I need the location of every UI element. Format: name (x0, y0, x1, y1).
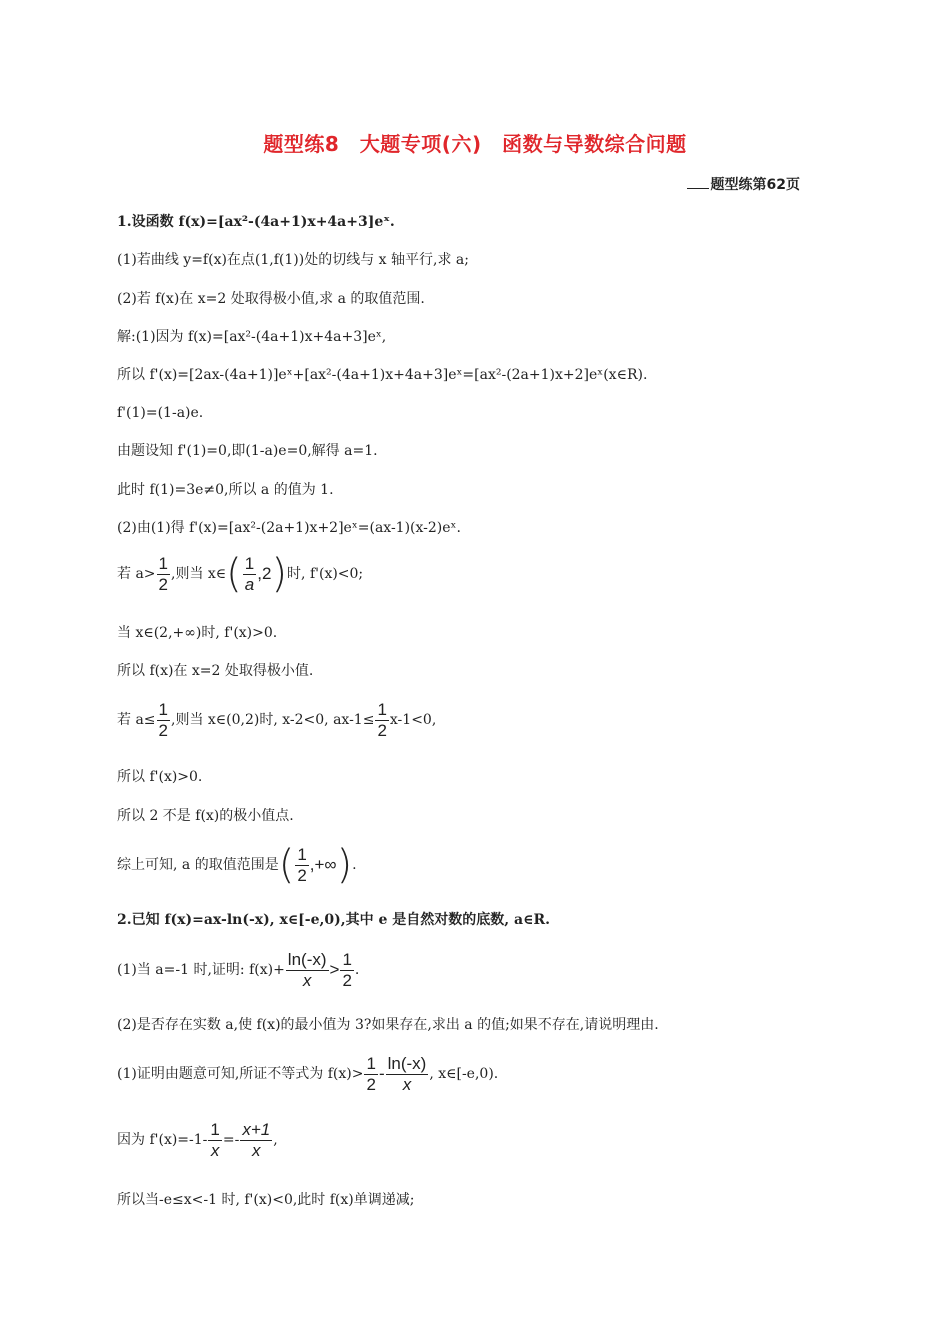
fraction-numerator: 1 (158, 553, 168, 573)
fraction-numerator: 1 (244, 553, 255, 573)
solution-line: 所以 f'(x)>0. (117, 769, 203, 785)
fraction-denominator: 2 (158, 574, 168, 594)
problem-1-part-1: (1)若曲线 y=f(x)在点(1,f(1))处的切线与 x 轴平行,求 a; (117, 252, 469, 268)
fraction-one-half (157, 700, 170, 741)
solution-line: f'(1)=(1-a)e. (117, 405, 204, 421)
fraction-denominator: x (252, 1140, 261, 1160)
text-segment: ,则当 x∈ (171, 566, 227, 582)
solution-line: 当 x∈(2,+∞)时, f'(x)>0. (117, 625, 278, 641)
fraction-one-over-a (243, 554, 256, 595)
text-segment: - (378, 1064, 385, 1083)
text-segment: 因为 f'(x)=-1- (117, 1132, 208, 1148)
problem-1-statement: 1.设函数 f(x)=[ax²-(4a+1)x+4a+3]eˣ. (117, 214, 395, 230)
fraction-numerator: 1 (377, 699, 387, 719)
text-segment: ,则当 x∈(0,2)时, x-2<0, ax-1≤ (171, 712, 375, 728)
solution-line: 解:(1)因为 f(x)=[ax²-(4a+1)x+4a+3]eˣ, (117, 329, 387, 345)
problem-2-part-2: (2)是否存在实数 a,使 f(x)的最小值为 3?如果存在,求出 a 的值;如果不存在,请说明理由. (117, 1017, 659, 1033)
text-segment: 若 a> (117, 566, 156, 582)
right-paren: ) (336, 842, 353, 888)
left-paren: ( (226, 551, 242, 597)
proof-line-fraction (117, 1118, 278, 1162)
underline-blank (687, 188, 709, 189)
text-segment: 时, f'(x)<0; (287, 566, 364, 582)
fraction-ln (386, 1054, 429, 1095)
text-segment: x-1<0, (389, 712, 437, 728)
fraction-denominator: x (402, 1074, 412, 1094)
solution-line: 所以 f'(x)=[2ax-(4a+1)]eˣ+[ax²-(4a+1)x+4a+3]eˣ=[ax²-(2a+1)x+2]eˣ(x∈R). (117, 367, 648, 383)
page-reference (687, 174, 800, 194)
solution-line: 所以 f(x)在 x=2 处取得极小值. (117, 663, 314, 679)
solution-line-fraction (117, 698, 436, 742)
fraction-denominator: x (302, 970, 312, 990)
fraction-numerator: x+1 (242, 1119, 271, 1139)
fraction-denominator: a (244, 574, 255, 594)
fraction-denominator: 2 (297, 865, 307, 885)
text-segment: (1)证明由题意可知,所证不等式为 f(x)> (117, 1066, 364, 1082)
text-segment: =- (222, 1132, 240, 1148)
text-segment: 综上可知, a 的取值范围是 (117, 857, 279, 873)
fraction-numerator: 1 (366, 1053, 376, 1073)
solution-line: (2)由(1)得 f'(x)=[ax²-(2a+1)x+2]eˣ=(ax-1)(x-2)eˣ. (117, 520, 461, 536)
fraction-denominator: 2 (377, 720, 387, 740)
fraction-numerator: 1 (342, 949, 352, 969)
fraction-denominator: x (210, 1140, 220, 1160)
fraction-one-half (157, 554, 170, 595)
text-segment: 若 a≤ (117, 712, 156, 728)
fraction-x-plus-1-over-x (240, 1120, 272, 1161)
solution-line-fraction (117, 552, 363, 596)
fraction-numerator: 1 (297, 844, 307, 864)
fraction-ln (286, 950, 329, 991)
solution-line-fraction (117, 843, 357, 887)
fraction-numerator: 1 (158, 699, 168, 719)
left-paren: ( (278, 842, 295, 888)
proof-line: 所以当-e≤x<-1 时, f'(x)<0,此时 f(x)单调递减; (117, 1192, 415, 1208)
fraction-denominator: 2 (342, 970, 352, 990)
fraction-denominator: 2 (366, 1074, 376, 1094)
page-title: 题型练8 大题专项(六) 函数与导数综合问题 (263, 132, 687, 156)
problem-2-statement: 2.已知 f(x)=ax-ln(-x), x∈[-e,0),其中 e 是自然对数的底数, a∈R. (117, 912, 550, 928)
fraction-numerator: 1 (210, 1119, 220, 1139)
fraction-one-over-x (208, 1120, 221, 1161)
problem-2-part-1 (117, 948, 359, 992)
text-segment: (1)当 a=-1 时,证明: f(x)+ (117, 962, 285, 978)
fraction-numerator: ln(-x) (387, 1053, 427, 1073)
fraction-one-half (295, 845, 308, 886)
interval-end: ,+∞ (309, 855, 337, 874)
fraction-denominator: 2 (158, 720, 168, 740)
fraction-one-half (340, 950, 353, 991)
proof-line-fraction (117, 1052, 498, 1096)
solution-line: 由题设知 f'(1)=0,即(1-a)e=0,解得 a=1. (117, 443, 378, 459)
text-segment: . (352, 857, 357, 873)
fraction-numerator: ln(-x) (287, 949, 327, 969)
solution-line: 此时 f(1)=3e≠0,所以 a 的值为 1. (117, 482, 334, 498)
problem-1-part-2: (2)若 f(x)在 x=2 处取得极小值,求 a 的取值范围. (117, 291, 425, 307)
page-reference-text: 题型练第62页 (710, 177, 800, 193)
interval-end: ,2 (257, 564, 272, 583)
text-segment: , x∈[-e,0). (429, 1066, 499, 1082)
text-segment: > (329, 960, 340, 979)
text-segment: , (273, 1132, 278, 1148)
fraction-one-half (375, 700, 388, 741)
right-paren: ) (271, 551, 288, 597)
solution-line: 所以 2 不是 f(x)的极小值点. (117, 808, 294, 824)
text-segment: . (354, 962, 360, 978)
fraction-one-half (364, 1054, 377, 1095)
